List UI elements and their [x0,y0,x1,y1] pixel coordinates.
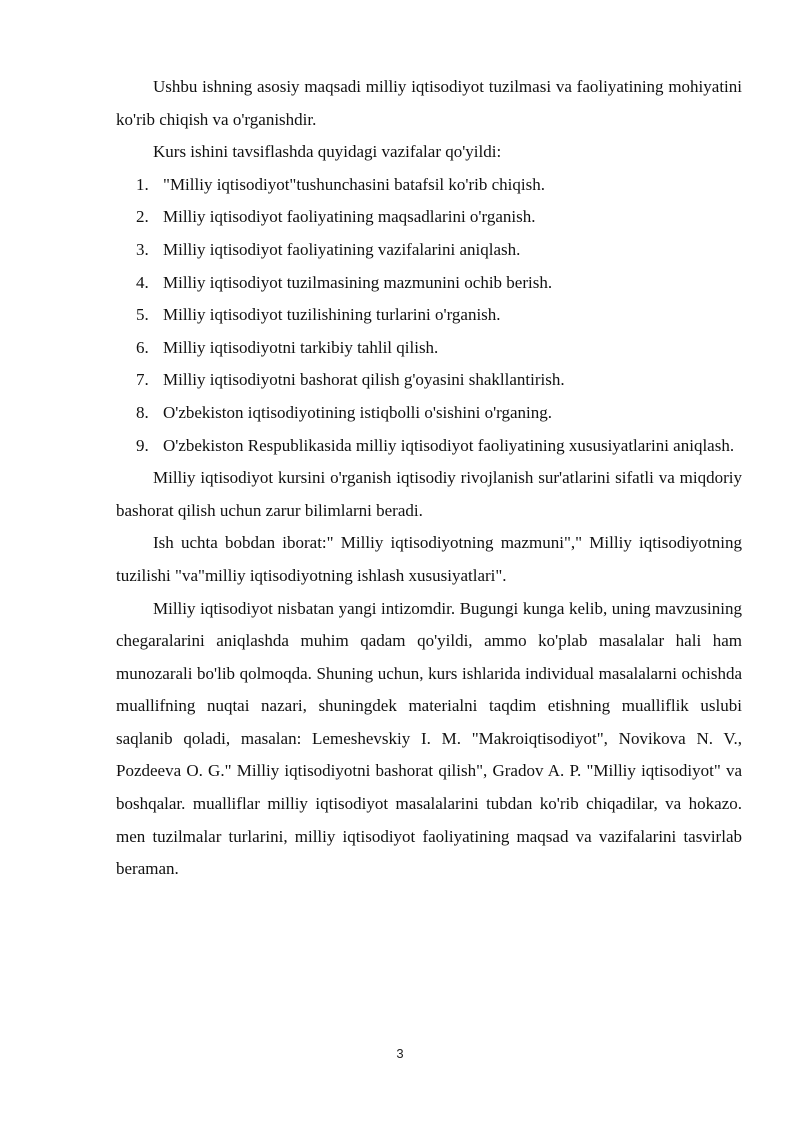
list-item [136,332,742,365]
tasks-list [116,169,742,462]
list-item [136,267,742,300]
list-item [136,234,742,267]
list-item-text: O'zbekiston Respublikasida milliy iqtisodiyot faoliyatining xususiyatlarini aniqlash. [163,435,735,455]
list-item [136,169,742,202]
list-item-number: 8. [136,402,149,422]
list-item-number: 1. [136,174,149,194]
paragraph-purpose: Ushbu ishning asosiy maqsadi milliy iqtisodiyot tuzilmasi va faoliyatining mohiyatini ko'rib chiqish va o'rganishdir. [116,77,742,129]
list-item-text: O'zbekiston iqtisodiyotining istiqbolli o'sishini o'rganing. [163,402,553,422]
list-item-text: Milliy iqtisodiyot faoliyatining vazifalarini aniqlash. [163,239,521,259]
list-item [136,364,742,397]
list-item-text: Milliy iqtisodiyot tuzilmasining mazmunini ochib berish. [163,272,553,292]
list-item [136,299,742,332]
list-item-text: Milliy iqtisodiyot tuzilishining turlarini o'rganish. [163,305,501,325]
list-item [136,430,742,463]
page-content [116,71,742,886]
list-item-number: 5. [136,305,149,325]
paragraph-course-value: Milliy iqtisodiyot kursini o'rganish iqtisodiy rivojlanish sur'atlarini sifatli va miqdoriy bashorat qilish uchun zarur bilimlarni beradi. [116,468,742,520]
paragraph-chapters: Ish uchta bobdan iborat:" Milliy iqtisodiyotning mazmuni"," Milliy iqtisodiyotning tuzilishi "va"milliy iqtisodiyotning ishlash xususiyatlari". [116,533,742,585]
list-item-text: Milliy iqtisodiyotni bashorat qilish g'oyasini shakllantirish. [163,370,565,390]
list-item-number: 7. [136,370,149,390]
page-number: 3 [396,1046,404,1061]
list-item-number: 6. [136,337,149,357]
list-item-number: 9. [136,435,149,455]
list-item [136,397,742,430]
list-item-text: Milliy iqtisodiyot faoliyatining maqsadlarini o'rganish. [163,207,536,227]
list-item [136,201,742,234]
list-item-number: 2. [136,207,149,227]
list-item-text: "Milliy iqtisodiyot"tushunchasini batafsil ko'rib chiqish. [163,174,545,194]
paragraph-discipline: Milliy iqtisodiyot nisbatan yangi intizomdir. Bugungi kunga kelib, uning mavzusining chegaralarini aniqlashda muhim qadam qo'yildi, ammo ko'plab masalalar hali ham munozarali bo'lib qolmoqda. Shuning uchun, kurs ishlarida individual masalalarni ochishda muallifning nuqtai nazari, shuningdek materialni taqdim etishning mualliflik uslubi saqlanib qoladi, masalan: Lemeshevskiy I. M. "Makroiqtisodiyot", Novikova N. V., Pozdeeva O. G." Milliy iqtisodiyotni bashorat qilish", Gradov A. P. "Milliy iqtisodiyot" va boshqalar. mualliflar milliy iqtisodiyot masalalarini tubdan ko'rib chiqadilar, va hokazo. men tuzilmalar turlarini, milliy iqtisodiyot faoliyatining maqsad va vazifalarini tasvirlab beraman. [116,598,742,879]
paragraph-tasks-intro: Kurs ishini tavsiflashda quyidagi vazifalar qo'yildi: [153,142,502,162]
list-item-number: 3. [136,239,149,259]
list-item-text: Milliy iqtisodiyotni tarkibiy tahlil qilish. [163,337,439,357]
list-item-number: 4. [136,272,149,292]
